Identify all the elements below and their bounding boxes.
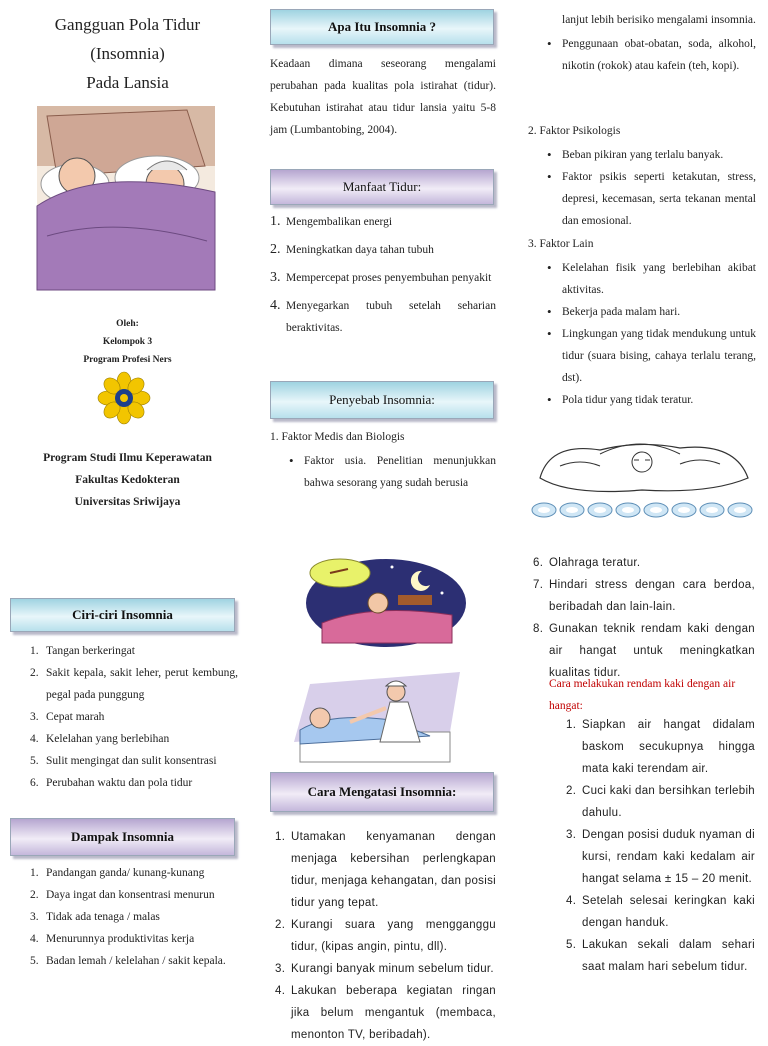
- list-item: 7. Hindari stress dengan cara berdoa, beribadah dan lain-lain.: [533, 579, 755, 613]
- group-name: Kelompok 3: [102, 337, 153, 347]
- factor-2-list: [544, 144, 756, 232]
- list-item: 1. Pandangan ganda/ kunang-kunang: [30, 867, 205, 879]
- list-item: 5. Badan lemah / kelelahan / sakit kepala.: [30, 955, 226, 967]
- list-item-continued: lanjut lebih berisiko mengalami insomnia.: [544, 9, 756, 31]
- factor-1-list: [286, 450, 496, 494]
- list-item: 4. Lakukan beberapa kegiatan ringan jika belum mengantuk (membaca, menonton TV, beribadah).: [275, 985, 496, 1041]
- list-item: 2. Cuci kaki dan bersihkan terlebih dahulu.: [566, 785, 755, 819]
- university-name: Universitas Sriwijaya: [74, 496, 181, 508]
- ciri-heading: Ciri-ciri Insomnia: [10, 598, 235, 632]
- factor-2-title: 2. Faktor Psikologis: [528, 125, 621, 137]
- institution-block: [20, 447, 235, 513]
- list-item: 2. Sakit kepala, sakit leher, perut kembung, pegal pada punggung: [30, 667, 238, 701]
- list-item: • Pola tidur yang tidak teratur.: [544, 389, 756, 411]
- list-item: 3. Cepat marah: [30, 711, 105, 723]
- study-program: Program Studi Ilmu Keperawatan: [43, 452, 212, 464]
- list-item: 8. Gunakan teknik rendam kaki dengan air hangat untuk meningkatkan kualitas tidur.: [533, 623, 755, 679]
- penyebab-heading: Penyebab Insomnia:: [270, 381, 494, 419]
- list-item: 3. Mempercepat proses penyembuhan penyakit: [270, 270, 492, 285]
- list-item: 1. Utamakan kenyamanan dengan menjaga kebersihan perlengkapan tidur, menjaga kehangatan, dan posisi tidur yang tepat.: [275, 831, 496, 909]
- apa-heading: Apa Itu Insomnia ?: [270, 9, 494, 45]
- list-item: • Penggunaan obat-obatan, soda, alkohol, nikotin (rokok) atau kafein (teh, kopi).: [544, 33, 756, 77]
- list-item: • Kelelahan fisik yang berlebihan akibat aktivitas.: [544, 257, 756, 301]
- sleeping-person-sketch-illustration: [530, 430, 755, 525]
- list-item: 4. Kelelahan yang berlebihan: [30, 733, 170, 745]
- manfaat-heading: Manfaat Tidur:: [270, 169, 494, 205]
- cara-heading: Cara Mengatasi Insomnia:: [270, 772, 494, 812]
- rendam-list: [566, 714, 755, 978]
- list-item: 2. Kurangi suara yang mengganggu tidur, (kipas angin, pintu, dll).: [275, 919, 496, 953]
- ciri-list: [30, 640, 238, 794]
- list-item: 4. Setelah selesai keringkan kaki dengan handuk.: [566, 895, 755, 929]
- list-item: 6. Olahraga teratur.: [533, 557, 641, 569]
- factor-3-title: 3. Faktor Lain: [528, 238, 594, 250]
- list-item: 2. Daya ingat dan konsentrasi menurun: [30, 889, 215, 901]
- list-item: • Lingkungan yang tidak mendukung untuk tidur (suara bising, cahaya terlalu terang, dst).: [544, 323, 756, 389]
- list-item: 6. Perubahan waktu dan pola tidur: [30, 777, 193, 789]
- list-item: 1. Tangan berkeringat: [30, 645, 135, 657]
- list-item: 5. Lakukan sekali dalam sehari saat malam hari sebelum tidur.: [566, 939, 755, 973]
- elderly-couple-sleeping-illustration: [37, 106, 215, 290]
- cover-title: [20, 10, 235, 97]
- manfaat-list: [270, 211, 496, 339]
- list-item: 1. Siapkan air hangat didalam baskom secukupnya hingga mata kaki terendam air.: [566, 719, 755, 775]
- dampak-heading: Dampak Insomnia: [10, 818, 235, 856]
- list-item: • Faktor usia. Penelitian menunjukkan bahwa sesorang yang sudah berusia: [286, 450, 496, 494]
- program-name: Program Profesi Ners: [83, 355, 172, 365]
- list-item: 2. Meningkatkan daya tahan tubuh: [270, 242, 434, 257]
- list-item: 4. Menurunnya produktivitas kerja: [30, 933, 195, 945]
- cover-title-line1: Gangguan Pola Tidur: [54, 15, 201, 34]
- dampak-list: [30, 862, 238, 972]
- nurse-caring-patient-illustration: [290, 672, 470, 770]
- list-item: 3. Dengan posisi duduk nyaman di kursi, rendam kaki kedalam air hangat selama ± 15 – 20 menit.: [566, 829, 755, 885]
- list-item: • Faktor psikis seperti ketakutan, stress, depresi, kecemasan, serta tekanan mental dan emosional.: [544, 166, 756, 232]
- author-label: Oleh:: [116, 319, 139, 329]
- factor-1-title: 1. Faktor Medis dan Biologis: [270, 431, 405, 443]
- university-logo-icon: [99, 372, 149, 424]
- rendam-title: Cara melakukan rendam kaki dengan air hangat:: [549, 678, 736, 712]
- author-block: [20, 315, 235, 369]
- night-sleeping-illustration: [302, 553, 470, 648]
- factor-1-continued: [544, 9, 756, 77]
- cover-title-line3: Pada Lansia: [86, 73, 169, 92]
- list-item: 3. Tidak ada tenaga / malas: [30, 911, 160, 923]
- cover-title-line2: (Insomnia): [90, 44, 165, 63]
- apa-text: Keadaan dimana seseorang mengalami perubahan pada kualitas pola istirahat (tidur). Kebutuhan istirahat atau tidur lansia yaitu 5-8 jam (Lumbantobing, 2004).: [270, 58, 496, 136]
- factor-3-list: [544, 257, 756, 411]
- list-item: 4. Menyegarkan tubuh setelah seharian beraktivitas.: [270, 298, 496, 334]
- list-item: 3. Kurangi banyak minum sebelum tidur.: [275, 963, 494, 975]
- cara-list-continued: [533, 552, 755, 684]
- list-item: 1. Mengembalikan energi: [270, 214, 393, 229]
- list-item: • Bekerja pada malam hari.: [544, 301, 756, 323]
- cara-list: [275, 826, 496, 1046]
- list-item: 5. Sulit mengingat dan sulit konsentrasi: [30, 755, 217, 767]
- list-item: • Beban pikiran yang terlalu banyak.: [544, 144, 756, 166]
- faculty-name: Fakultas Kedokteran: [75, 474, 180, 486]
